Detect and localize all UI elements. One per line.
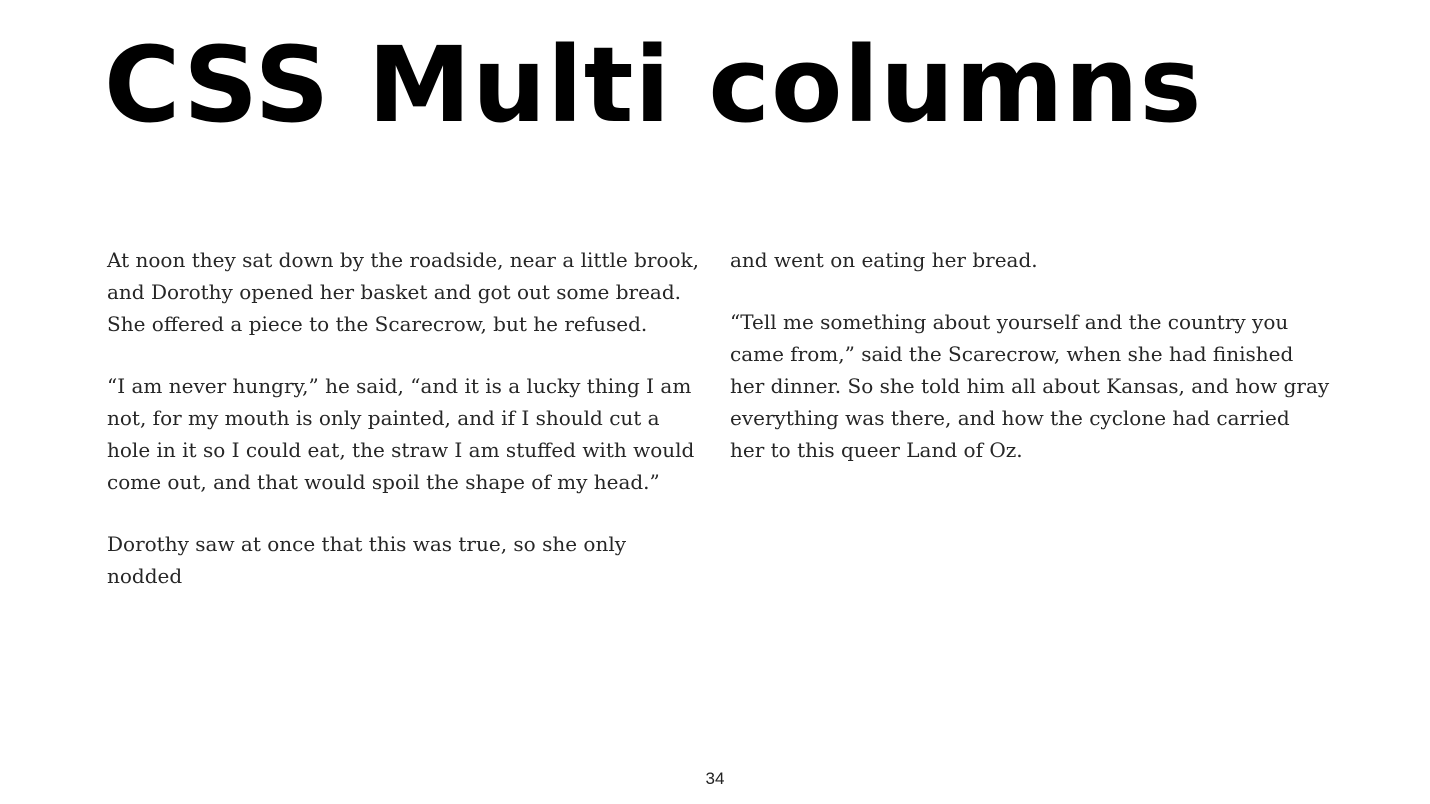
- text-column-left: [107, 244, 707, 592]
- paragraph: At noon they sat down by the roadside, near a little brook, and Dorothy opened her basket and got out some bread. She offered a piece to the Scarecrow, but he refused.: [107, 248, 700, 336]
- paragraph: Dorothy saw at once that this was true, so she only nodded: [107, 532, 627, 588]
- paragraph: “I am never hungry,” he said, “and it is a lucky thing I am not, for my mouth is only painted, and if I should cut a hole in it so I could eat, the straw I am stuffed with would come out, and that would spoil the shape of my head.”: [107, 374, 695, 494]
- text-column-right: [730, 244, 1330, 466]
- paragraph: and went on eating her bread.: [730, 248, 1038, 272]
- page-number: 34: [705, 769, 725, 788]
- slide-title: CSS Multi columns: [104, 24, 1203, 146]
- paragraph: “Tell me something about yourself and the country you came from,” said the Scarecrow, when she had finished her dinner. So she told him all about Kansas, and how gray everything was there, and how the cyclone had carried her to this queer Land of Oz.: [730, 310, 1330, 462]
